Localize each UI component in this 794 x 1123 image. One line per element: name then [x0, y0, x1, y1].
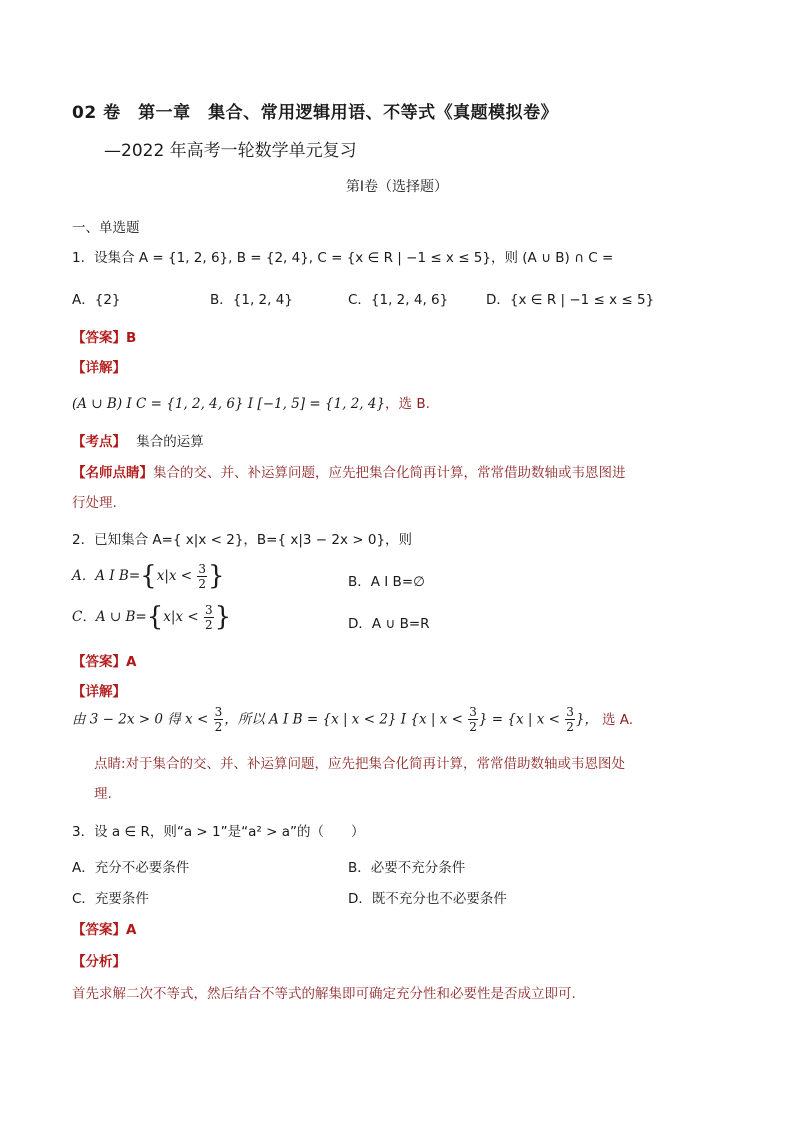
q2-detail-part4: }， — [575, 711, 598, 728]
q2-detail-fraction-1: $\frac{3}{2}$ — [214, 705, 223, 734]
q2-option-a-lbrace: { — [140, 561, 157, 591]
q1-option-c: C．{1, 2, 4, 6} — [348, 292, 449, 308]
section-heading: 第Ⅰ卷（选择题） — [345, 179, 449, 195]
q2-option-c-fraction: $\frac{3}{2}$ — [204, 602, 213, 632]
q2-stem: 2．已知集合 A={ x|x < 2}，B={ x|3 − 2x > 0}，则 — [72, 532, 413, 548]
q1-kaodian-label: 【考点】 — [72, 434, 126, 450]
q2-option-a-fraction: $\frac{3}{2}$ — [198, 561, 207, 591]
q2-option-c-lbrace: { — [146, 602, 164, 632]
q3-option-d: D．既不充分也不必要条件 — [348, 891, 507, 907]
q2-detail-fraction-2: $\frac{3}{2}$ — [469, 705, 477, 734]
q1-kaodian-text: 集合的运算 — [136, 434, 204, 450]
q2-option-b: B．A I B=∅ — [348, 574, 425, 590]
q2-note-line2: 理. — [94, 786, 112, 802]
q1-kaodian — [72, 430, 794, 450]
q2-detail-tail: 选 A. — [601, 711, 634, 728]
q1-detail-tail: ，选 B. — [385, 396, 430, 412]
q1-detail-label: 【详解】 — [72, 360, 126, 376]
q2-option-c-rbrace: } — [214, 602, 232, 632]
q2-option-d: D．A ∪ B=R — [348, 616, 430, 632]
q3-answer: 【答案】A — [72, 922, 137, 938]
q1-detail — [72, 392, 794, 412]
part-heading: 一、单选题 — [72, 220, 140, 236]
q2-detail — [72, 706, 794, 733]
q1-tip-line1: 集合的交、并、补运算问题，应先把集合化简再计算，常常借助数轴或韦恩图进 — [153, 465, 626, 481]
q2-option-a-prefix: A．A I B= — [72, 568, 141, 584]
q2-detail-part1: 由 3 − 2x > 0 得 x < — [72, 711, 209, 728]
q2-answer: 【答案】A — [72, 654, 137, 670]
q1-option-d: D．{x ∈ R | −1 ≤ x ≤ 5} — [486, 292, 655, 308]
q3-option-b: B．必要不充分条件 — [348, 860, 466, 876]
q1-option-b: B．{1, 2, 4} — [210, 292, 293, 308]
q1-tip — [72, 461, 794, 481]
q3-option-a: A．充分不必要条件 — [72, 860, 190, 876]
q1-option-a: A．{2} — [72, 292, 121, 308]
q3-stem: 3．设 a ∈ R，则“a > 1”是“a² > a”的（ ） — [72, 824, 365, 840]
q2-detail-label: 【详解】 — [72, 684, 126, 700]
q2-note-line1: 点睛:对于集合的交、并、补运算问题，应先把集合化简再计算，常常借助数轴或韦恩图处 — [94, 756, 626, 772]
q2-option-a-rbrace: } — [208, 561, 225, 591]
q2-detail-fraction-3: $\frac{3}{2}$ — [566, 705, 574, 734]
q1-detail-expression: (A ∪ B) I C = {1, 2, 4, 6} I [−1, 5] = {1, 2, 4} — [72, 396, 386, 412]
q1-tip-line2: 行处理. — [72, 495, 117, 511]
q3-analysis-label: 【分析】 — [72, 954, 126, 970]
q2-option-c-set: x|x < — [163, 609, 199, 625]
document-subtitle: —2022 年高考一轮数学单元复习 — [104, 141, 357, 161]
q1-stem: 1．设集合 A = {1, 2, 6}, B = {2, 4}, C = {x ∈ R | −1 ≤ x ≤ 5}，则 (A ∪ B) ∩ C = — [72, 250, 614, 266]
q2-option-c-prefix: C．A ∪ B= — [72, 609, 147, 625]
q2-detail-part3: } = {x | x < — [478, 711, 560, 728]
q1-answer: 【答案】B — [72, 330, 137, 346]
q2-detail-part2: ，所以 A I B = {x | x < 2} I {x | x < — [224, 711, 463, 728]
q1-tip-label: 【名师点睛】 — [72, 465, 153, 481]
q2-option-a-set: x|x < — [156, 568, 193, 584]
q3-analysis: 首先求解二次不等式，然后结合不等式的解集即可确定充分性和必要性是否成立即可. — [72, 986, 576, 1002]
q3-option-c: C．充要条件 — [72, 891, 149, 907]
document-title: 02 卷 第一章 集合、常用逻辑用语、不等式《真题模拟卷》 — [72, 103, 559, 123]
